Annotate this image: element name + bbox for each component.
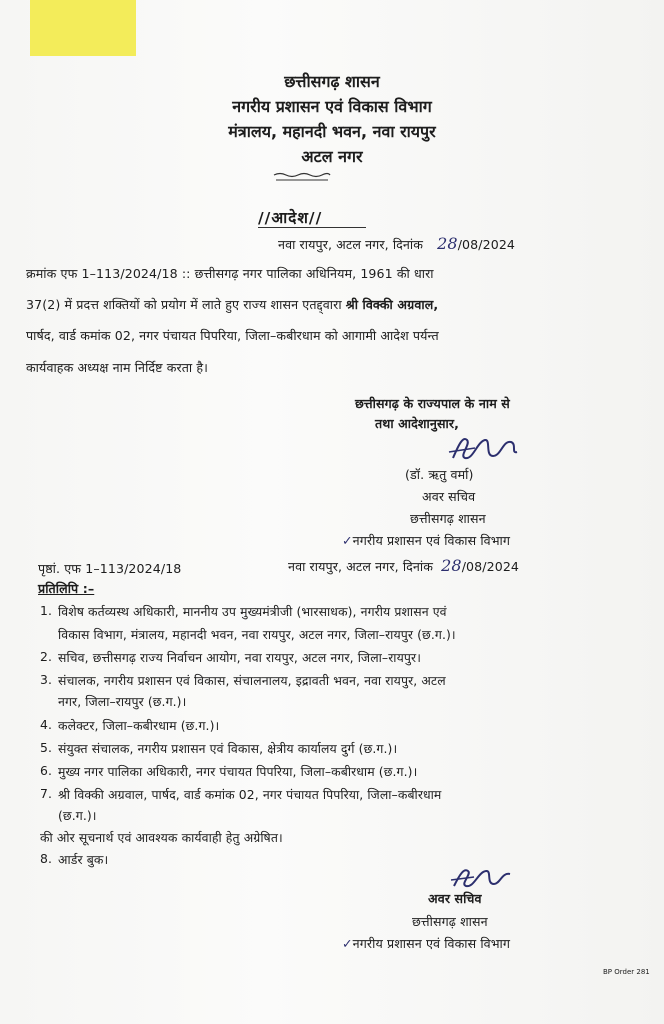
dateline-rest: /08/2024 (461, 559, 520, 574)
order-title: //आदेश// (258, 209, 323, 227)
endorsement-number: पृष्ठां. एफ 1–113/2024/18 (38, 561, 182, 576)
handwritten-day: 28 (437, 234, 458, 253)
list-item: संयुक्त संचालक, नगरीय प्रशासन एवं विकास, क्षेत्रीय कार्यालय दुर्ग (छ.ग.)। (58, 741, 398, 756)
handwritten-day: 28 (441, 556, 462, 575)
signatory2-designation: अवर सचिव (428, 891, 482, 906)
list-item: संचालक, नगरीय प्रशासन एवं विकास, संचालनालय, इद्रावती भवन, नवा रायपुर, अटल (58, 673, 446, 688)
copy-heading: प्रतिलिपि :– (38, 581, 95, 596)
list-item-number: 3. (40, 672, 53, 687)
list-item-number: 1. (40, 603, 53, 618)
list-item: विशेष कर्तव्यस्थ अधिकारी, माननीय उप मुख्यमंत्रीजी (भारसाधक), नगरीय प्रशासन एवं (58, 604, 447, 619)
closing-line: की ओर सूचनार्थ एवं आवश्यक कार्यवाही हेतु अग्रेषित। (40, 830, 283, 845)
header-city: अटल नगर (301, 147, 363, 166)
signatory2-govt: छत्तीसगढ़ शासन (412, 914, 488, 929)
order-para-line (26, 296, 438, 313)
list-item: कलेक्टर, जिला–कबीरधाम (छ.ग.)। (58, 718, 220, 733)
list-item: विकास विभाग, मंत्रालय, महानदी भवन, नवा रायपुर, अटल नगर, जिला–रायपुर (छ.ग.)। (58, 627, 456, 642)
list-item: मुख्य नगर पालिका अधिकारी, नगर पंचायत पिपरिया, जिला–कबीरधाम (छ.ग.)। (58, 764, 418, 779)
order-authority-line: तथा आदेशानुसार, (375, 416, 459, 431)
header-address: मंत्रालय, महानदी भवन, नवा रायपुर (228, 122, 436, 141)
order-para-text: 37(2) में प्रदत्त शक्तियों को प्रयोग में लाते हुए राज्य शासन एतद्द्वारा (26, 297, 346, 312)
governor-line: छत्तीसगढ़ के राज्यपाल के नाम से (355, 396, 510, 411)
list-item: सचिव, छत्तीसगढ़ राज्य निर्वाचन आयोग, नवा रायपुर, अटल नगर, जिला–रायपुर। (58, 650, 421, 665)
initial-mark-icon: ✓ (342, 936, 353, 951)
order-para-line: कार्यवाहक अध्यक्ष नाम निर्दिष्ट करता है। (26, 360, 209, 375)
list-item-number: 7. (40, 786, 53, 801)
initial-mark-icon: ✓ (342, 533, 353, 548)
dateline-prefix: नवा रायपुर, अटल नगर, दिनांक (278, 237, 424, 252)
list-item-number: 4. (40, 717, 53, 732)
footer-tag: BP Order 281 (603, 968, 650, 976)
list-item-number: 6. (40, 763, 53, 778)
signatory-dept (342, 532, 510, 549)
order-title-underline (258, 227, 366, 228)
list-item: (छ.ग.)। (58, 808, 97, 823)
list-item: नगर, जिला–रायपुर (छ.ग.)। (58, 694, 187, 709)
signatory-govt: छत्तीसगढ़ शासन (410, 511, 486, 526)
dateline-prefix: नवा रायपुर, अटल नगर, दिनांक (288, 559, 434, 574)
signature-icon (445, 430, 525, 466)
list-item: आर्डर बुक। (58, 852, 109, 867)
list-item-number: 8. (40, 851, 53, 866)
signatory-dept-text: नगरीय प्रशासन एवं विकास विभाग (352, 533, 511, 548)
header-govt: छत्तीसगढ़ शासन (284, 72, 380, 91)
list-item-number: 2. (40, 649, 53, 664)
order-para-line: क्रमांक एफ 1–113/2024/18 :: छत्तीसगढ़ नगर पालिका अधिनियम, 1961 की धारा (26, 266, 434, 281)
endorsement-dateline (288, 556, 519, 575)
order-appointee: श्री विक्की अग्रवाल, (345, 297, 439, 312)
list-item-number: 5. (40, 740, 53, 755)
signature-icon (448, 862, 518, 892)
header-department: नगरीय प्रशासन एवं विकास विभाग (232, 97, 432, 116)
signatory-designation: अवर सचिव (422, 489, 476, 504)
sticky-note (30, 0, 136, 56)
order-para-line: पार्षद, वार्ड कमांक 02, नगर पंचायत पिपरिया, जिला–कबीरधाम को आगामी आदेश पर्यन्त (26, 328, 439, 343)
signatory2-dept (342, 935, 510, 952)
signatory-name: (डॉ. ऋतु वर्मा) (405, 467, 474, 482)
dateline-rest: /08/2024 (457, 237, 516, 252)
signatory2-dept-text: नगरीय प्रशासन एवं विकास विभाग (352, 936, 511, 951)
order-dateline (278, 234, 515, 253)
header-underline-icon (272, 172, 332, 182)
list-item: श्री विक्की अग्रवाल, पार्षद, वार्ड कमांक 02, नगर पंचायत पिपरिया, जिला–कबीरधाम (58, 787, 442, 802)
